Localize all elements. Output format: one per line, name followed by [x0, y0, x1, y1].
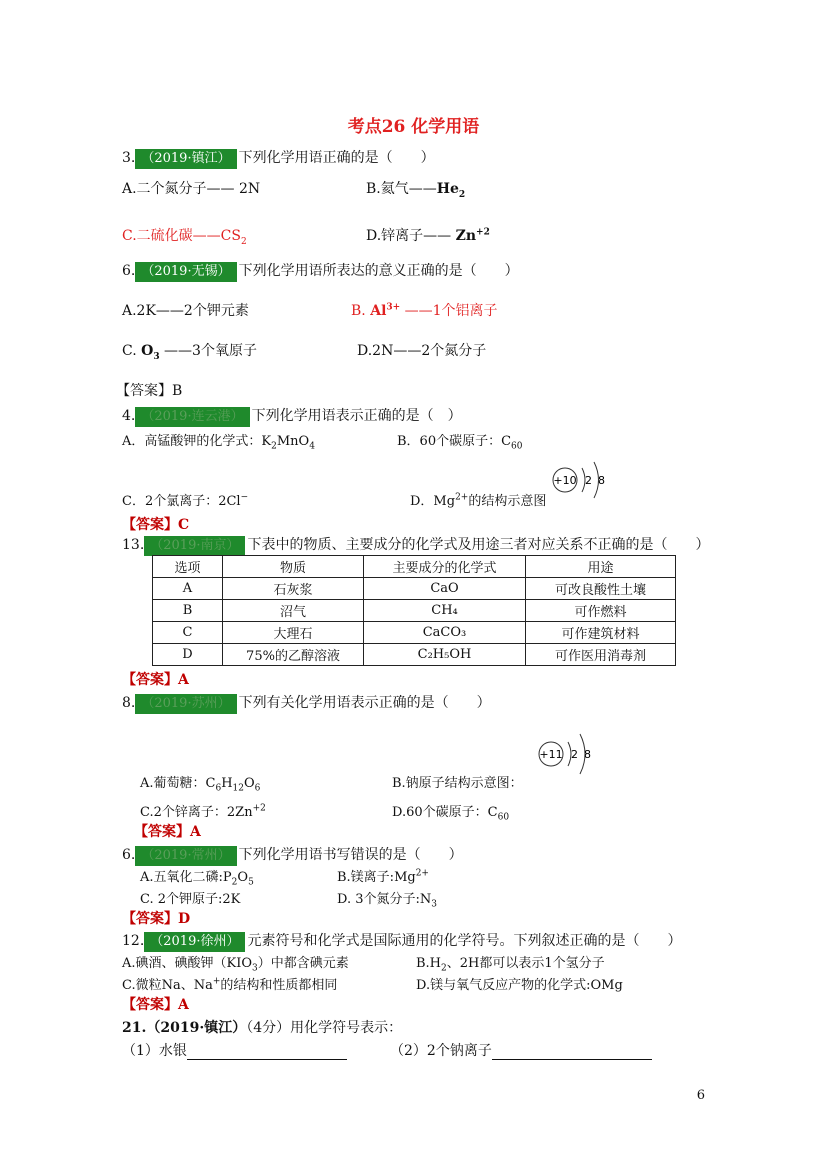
question-12-stem: 12. （2019·徐州） 元素符号和化学式是国际通用的化学符号。下列叙述正确的是（ ）	[122, 930, 681, 952]
option-a: A.葡萄糖：$C_6H_{12}O_6$	[140, 776, 261, 794]
materials-table	[152, 555, 676, 666]
option-d: D.锌离子—— $Zn^{+2}$	[366, 227, 490, 244]
option-c: C.微粒Na、Na+的结构和性质都相同	[122, 976, 338, 993]
option-b: $B.H_2$、2H都可以表示1个氢分子	[416, 956, 605, 974]
option-a: A.2K——2个钾元素	[122, 303, 249, 319]
table-row: D 75%的乙醇溶液 C₂H₅OH 可作医用消毒剂	[153, 644, 676, 666]
answer: 【答案】A	[122, 672, 189, 688]
source-tag: （2019·徐州）	[144, 932, 245, 952]
table-row: A 石灰浆 CaO 可改良酸性土壤	[153, 578, 676, 600]
table-row: B 沼气 CH₄ 可作燃料	[153, 600, 676, 622]
option-b: B.氦气$——He_2$	[366, 181, 466, 200]
source-tag: （2019·常州）	[135, 846, 236, 866]
option-d: D. 3个氮分子$:N_3$	[337, 892, 437, 910]
option-c: C.2个锌离子：$2Zn^{+2}$	[140, 803, 266, 820]
table-row: C 大理石 CaCO₃ 可作建筑材料	[153, 622, 676, 644]
option-b: B.镁离子$:Mg^{2+}$	[337, 868, 429, 885]
question-8-stem: 8. （2019·苏州） 下列有关化学用语表示正确的是（ ）	[122, 692, 491, 714]
option-a: A.二个氮分子—— 2N	[122, 181, 261, 197]
source-tag: （2019·镇江）	[135, 149, 236, 169]
question-21-stem: 21.（2019·镇江）（4分）用化学符号表示：	[122, 1020, 403, 1036]
option-d: D.60个碳原子：$C_{60}$	[392, 805, 510, 823]
option-c: C.二硫化碳$——CS_2$	[122, 228, 247, 247]
svg-text:2: 2	[585, 474, 592, 487]
answer-blank[interactable]	[492, 1045, 652, 1060]
mg-ion-structure-diagram	[548, 456, 610, 500]
option-d: D．$Mg^{2+}$的结构示意图	[410, 492, 547, 509]
answer-blank[interactable]	[187, 1045, 347, 1060]
question-4-stem: 4. （2019·连云港） 下列化学用语表示正确的是（ ）	[122, 405, 462, 427]
table-header-row: 选项 物质 主要成分的化学式 用途	[153, 556, 676, 578]
source-tag: （2019·连云港）	[135, 407, 249, 427]
answer: 【答案】B	[116, 383, 183, 399]
option-b: B.钠原子结构示意图：	[392, 776, 523, 791]
question-6b-stem: 6. （2019·常州） 下列化学用语书写错误的是（ ）	[122, 844, 463, 866]
answer: 【答案】D	[122, 911, 191, 927]
option-c: C. $O_3$ ——3个氧原子	[122, 343, 257, 362]
source-tag: （2019·无锡）	[135, 262, 236, 282]
question-13-stem: 13. （2019·南京） 下表中的物质、主要成分的化学式及用途三者对应关系不正确的是（ ）	[122, 534, 709, 556]
option-b: B．60个碳原子：$C_{60}$	[397, 434, 523, 452]
svg-text:8: 8	[584, 748, 591, 761]
source-tag: （2019·南京）	[144, 536, 245, 556]
question-6-stem: 6. （2019·无锡） 下列化学用语所表达的意义正确的是（ ）	[122, 260, 519, 282]
option-c: C．2个氯离子：2Cl−	[122, 492, 249, 509]
blank-1: （1）水银	[122, 1040, 347, 1060]
option-d: D.2N——2个氮分子	[357, 343, 487, 359]
page-title: 考点26 化学用语	[347, 117, 480, 137]
option-c: C. 2个钾原子:2K	[140, 892, 241, 907]
answer: 【答案】A	[122, 997, 189, 1013]
option-a: A．高锰酸钾的化学式：$K_2MnO_4$	[122, 434, 315, 452]
answer: 【答案】C	[122, 517, 190, 533]
svg-text:2: 2	[571, 748, 578, 761]
source-tag: （2019·苏州）	[135, 694, 236, 714]
option-a: A.五氧化二磷$:P_2O_5$	[140, 870, 254, 888]
option-d: D.镁与氧气反应产物的化学式:OMg	[416, 978, 623, 993]
svg-text:+10: +10	[553, 474, 577, 487]
blank-2: （2）2个钠离子	[390, 1040, 652, 1060]
option-b: B. $Al^{3+}$ ——1个铝离子	[351, 302, 498, 319]
na-atom-structure-diagram	[534, 728, 596, 778]
svg-text:8: 8	[598, 474, 605, 487]
question-3-stem: 3. （2019·镇江） 下列化学用语正确的是（ ）	[122, 147, 435, 169]
svg-text:+11: +11	[539, 748, 563, 761]
option-a: A.碘酒、碘酸钾$(KIO_3)$中都含碘元素	[122, 956, 349, 974]
answer: 【答案】A	[134, 824, 201, 840]
page-number: 6	[696, 1088, 705, 1103]
